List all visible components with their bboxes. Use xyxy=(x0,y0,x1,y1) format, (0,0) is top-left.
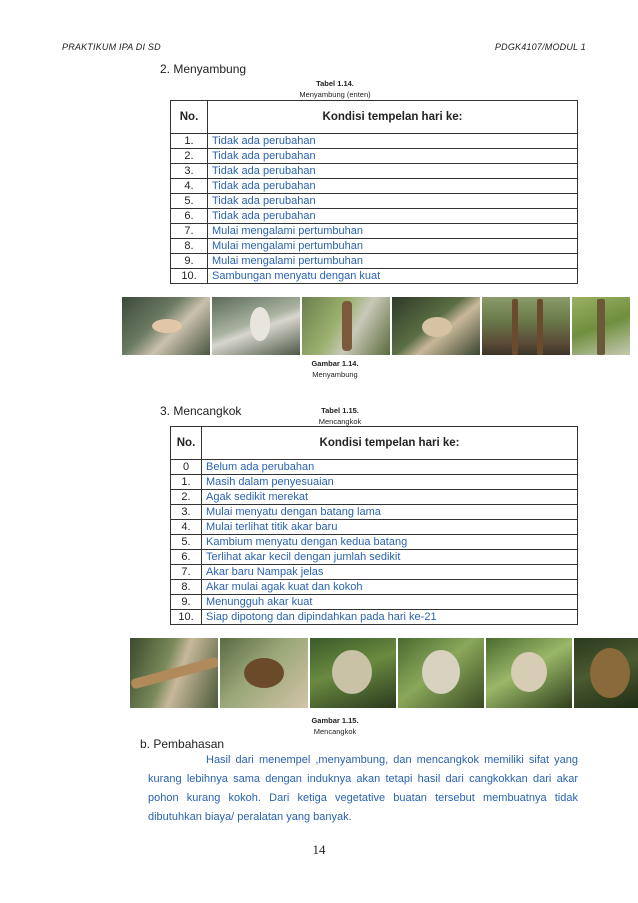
row-number: 10. xyxy=(171,269,208,284)
row-number: 5. xyxy=(171,535,202,550)
photo-grafting-2 xyxy=(212,297,300,355)
photo-grafting-4 xyxy=(392,297,480,355)
row-condition: Tidak ada perubahan xyxy=(208,149,578,164)
row-condition: Kambium menyatu dengan kedua batang xyxy=(202,535,578,550)
table-row xyxy=(171,475,578,490)
row-condition: Akar mulai agak kuat dan kokoh xyxy=(202,580,578,595)
table-row xyxy=(171,254,578,269)
figure-caption-subtitle: Menyambung xyxy=(312,370,358,379)
row-condition: Akar baru Nampak jelas xyxy=(202,565,578,580)
row-number: 8. xyxy=(171,580,202,595)
row-number: 2. xyxy=(171,149,208,164)
row-condition: Terlihat akar kecil dengan jumlah sedikit xyxy=(202,550,578,565)
table-row xyxy=(171,239,578,254)
row-number: 3. xyxy=(171,505,202,520)
table-caption-1-14 xyxy=(270,78,400,100)
table-row xyxy=(171,610,578,625)
row-number: 1. xyxy=(171,475,202,490)
photo-grafting-1 xyxy=(122,297,210,355)
row-condition: Sambungan menyatu dengan kuat xyxy=(208,269,578,284)
row-condition: Tidak ada perubahan xyxy=(208,179,578,194)
table-row xyxy=(171,179,578,194)
photo-airlayer-5 xyxy=(486,638,572,708)
table-caption-title: Tabel 1.14. xyxy=(316,79,354,88)
table-header-row xyxy=(171,427,578,460)
row-number: 10. xyxy=(171,610,202,625)
row-number: 2. xyxy=(171,490,202,505)
row-condition: Mulai menyatu dengan batang lama xyxy=(202,505,578,520)
header-kondisi: Kondisi tempelan hari ke: xyxy=(208,101,578,134)
figure-caption-subtitle: Mencangkok xyxy=(313,727,357,736)
table-row xyxy=(171,505,578,520)
table-row xyxy=(171,565,578,580)
table-header-row xyxy=(171,101,578,134)
photo-grafting-5 xyxy=(482,297,570,355)
table-row xyxy=(171,535,578,550)
row-number: 6. xyxy=(171,209,208,224)
discussion-paragraph xyxy=(148,751,578,827)
figure-caption-1-14 xyxy=(280,358,390,380)
row-condition: Agak sedikit merekat xyxy=(202,490,578,505)
row-number: 9. xyxy=(171,595,202,610)
section-heading-menyambung: 2. Menyambung xyxy=(160,62,247,76)
row-number: 1. xyxy=(171,134,208,149)
header-no: No. xyxy=(171,427,202,460)
row-condition: Mulai mengalami pertumbuhan xyxy=(208,224,578,239)
table-caption-subtitle: Menyambung (enten) xyxy=(299,90,371,99)
row-number: 4. xyxy=(171,179,208,194)
table-row xyxy=(171,490,578,505)
row-condition: Mulai mengalami pertumbuhan xyxy=(208,239,578,254)
row-number: 0 xyxy=(171,460,202,475)
table-caption-1-15 xyxy=(290,405,390,427)
photo-airlayer-4 xyxy=(398,638,484,708)
table-menyambung xyxy=(170,100,578,284)
row-condition: Tidak ada perubahan xyxy=(208,164,578,179)
table-row xyxy=(171,520,578,535)
photo-airlayer-3 xyxy=(310,638,396,708)
row-condition: Masih dalam penyesuaian xyxy=(202,475,578,490)
table-row xyxy=(171,460,578,475)
row-number: 7. xyxy=(171,224,208,239)
table-row xyxy=(171,550,578,565)
table-caption-title: Tabel 1.15. xyxy=(321,406,359,415)
table-row xyxy=(171,595,578,610)
table-row xyxy=(171,134,578,149)
figure-caption-title: Gambar 1.15. xyxy=(311,716,359,725)
row-condition: Tidak ada perubahan xyxy=(208,134,578,149)
photo-grafting-3 xyxy=(302,297,390,355)
photo-airlayer-6 xyxy=(574,638,638,708)
photo-airlayer-2 xyxy=(220,638,308,708)
figure-mencangkok-photos xyxy=(130,638,638,708)
row-number: 9. xyxy=(171,254,208,269)
table-row xyxy=(171,224,578,239)
table-row xyxy=(171,269,578,284)
row-number: 7. xyxy=(171,565,202,580)
table-mencangkok xyxy=(170,426,578,625)
row-number: 3. xyxy=(171,164,208,179)
row-condition: Siap dipotong dan dipindahkan pada hari ke-21 xyxy=(202,610,578,625)
page-number: 14 xyxy=(312,842,326,857)
header-kondisi: Kondisi tempelan hari ke: xyxy=(202,427,578,460)
table-row xyxy=(171,209,578,224)
row-number: 8. xyxy=(171,239,208,254)
row-condition: Menungguh akar kuat xyxy=(202,595,578,610)
row-number: 6. xyxy=(171,550,202,565)
table-row xyxy=(171,580,578,595)
running-header-right: PDGK4107/MODUL 1 xyxy=(494,42,586,52)
row-condition: Mulai mengalami pertumbuhan xyxy=(208,254,578,269)
figure-caption-1-15 xyxy=(280,715,390,737)
row-number: 4. xyxy=(171,520,202,535)
table-row xyxy=(171,194,578,209)
section-heading-pembahasan: b. Pembahasan xyxy=(140,737,225,751)
row-condition: Mulai terlihat titik akar baru xyxy=(202,520,578,535)
row-condition: Belum ada perubahan xyxy=(202,460,578,475)
figure-caption-title: Gambar 1.14. xyxy=(311,359,359,368)
row-condition: Tidak ada perubahan xyxy=(208,209,578,224)
table-row xyxy=(171,149,578,164)
photo-airlayer-1 xyxy=(130,638,218,708)
photo-grafting-6 xyxy=(572,297,630,355)
header-no: No. xyxy=(171,101,208,134)
running-header-left: PRAKTIKUM IPA DI SD xyxy=(62,42,161,52)
table-row xyxy=(171,164,578,179)
row-condition: Tidak ada perubahan xyxy=(208,194,578,209)
figure-menyambung-photos xyxy=(122,297,632,355)
row-number: 5. xyxy=(171,194,208,209)
section-heading-mencangkok: 3. Mencangkok xyxy=(160,404,242,418)
discussion-text: Hasil dari menempel ,menyambung, dan mencangkok memiliki sifat yang kurang lebihnya sama dengan induknya akan tetapi hasil dari cangkokkan dari akar pohon kurang kokoh. Dari ketiga vegetative buatan tersebut membuatnya tidak dibutuhkan biaya/ peralatan yang banyak. xyxy=(148,754,578,823)
table-caption-subtitle: Mencangkok xyxy=(318,417,362,426)
